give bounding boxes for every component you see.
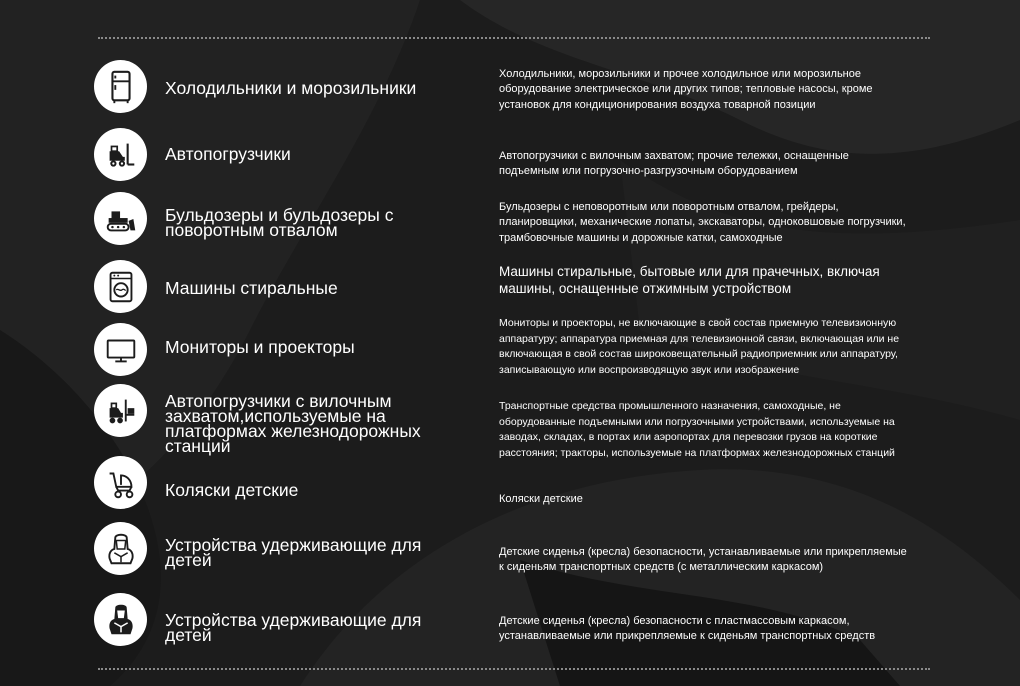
forklift-pallet-icon — [94, 384, 147, 437]
item-title: Устройства удерживающие для детей — [165, 535, 422, 570]
item-title: Коляски детские — [165, 479, 299, 500]
item-description: Машины стиральные, бытовые или для прачечных, включая машины, оснащенные отжимным устройством — [499, 264, 880, 296]
item-title: Бульдозеры и бульдозеры с поворотным отвалом — [165, 205, 394, 240]
top-dotted-divider — [98, 37, 930, 39]
bulldozer-icon — [94, 192, 147, 245]
item-description: Транспортные средства промышленного назначения, самоходные, не оборудованные подъемными или погрузочными устройствами, используемые на заводах, складах, в портах или аэропортах для перевозки грузов на короткие расстояния; тракторы, используемые на платформах железнодорожных станций — [499, 400, 895, 459]
child-seat-icon — [94, 522, 147, 575]
item-description: Коляски детские — [499, 493, 583, 506]
item-title: Автопогрузчики — [165, 143, 291, 164]
item-description: Детские сиденья (кресла) безопасности, устанавливаемые или прикрепляемые к сиденьям транспортных средств (с металлическим каркасом) — [499, 545, 907, 573]
item-description: Детские сиденья (кресла) безопасности с пластмассовым каркасом, устанавливаемые или прикрепляемые к сиденьям транспортных средств — [499, 614, 876, 642]
monitor-icon — [94, 323, 147, 376]
item-title: Автопогрузчики с вилочным захватом,используемые на платформах железнодорожных станций — [165, 391, 421, 456]
item-title: Мониторы и проекторы — [165, 336, 355, 357]
child-seat-icon — [94, 593, 147, 646]
washing-machine-icon — [94, 260, 147, 313]
baby-stroller-icon — [94, 456, 147, 509]
item-title: Холодильники и морозильники — [165, 77, 417, 98]
item-title: Устройства удерживающие для детей — [165, 610, 422, 645]
bottom-dotted-divider — [98, 668, 930, 670]
item-description: Бульдозеры с неповоротным или поворотным отвалом, грейдеры, планировщики, механические лопаты, экскаваторы, одноковшовые погрузчики, трамбовочные машины и дорожные катки, самоходные — [499, 200, 906, 244]
item-description: Холодильники, морозильники и прочее холодильное или морозильное оборудование электрическое или других типов; тепловые насосы, кроме установок для кондиционирования воздуха товарной позиции — [499, 67, 873, 111]
item-description: Автопогрузчики с вилочным захватом; прочие тележки, оснащенные подъемным или погрузочно-разгрузочным оборудованием — [499, 149, 849, 177]
item-description: Мониторы и проекторы, не включающие в свой состав приемную телевизионную аппаратуру; аппаратура приемная для телевизионной связи, включающая или не включающая в свой состав широковещательный радиоприемник или аппаратуру, записывающую или воспроизводящую звук или изображение — [499, 317, 900, 376]
refrigerator-icon — [94, 60, 147, 113]
item-title: Машины стиральные — [165, 277, 338, 298]
forklift-icon — [94, 128, 147, 181]
